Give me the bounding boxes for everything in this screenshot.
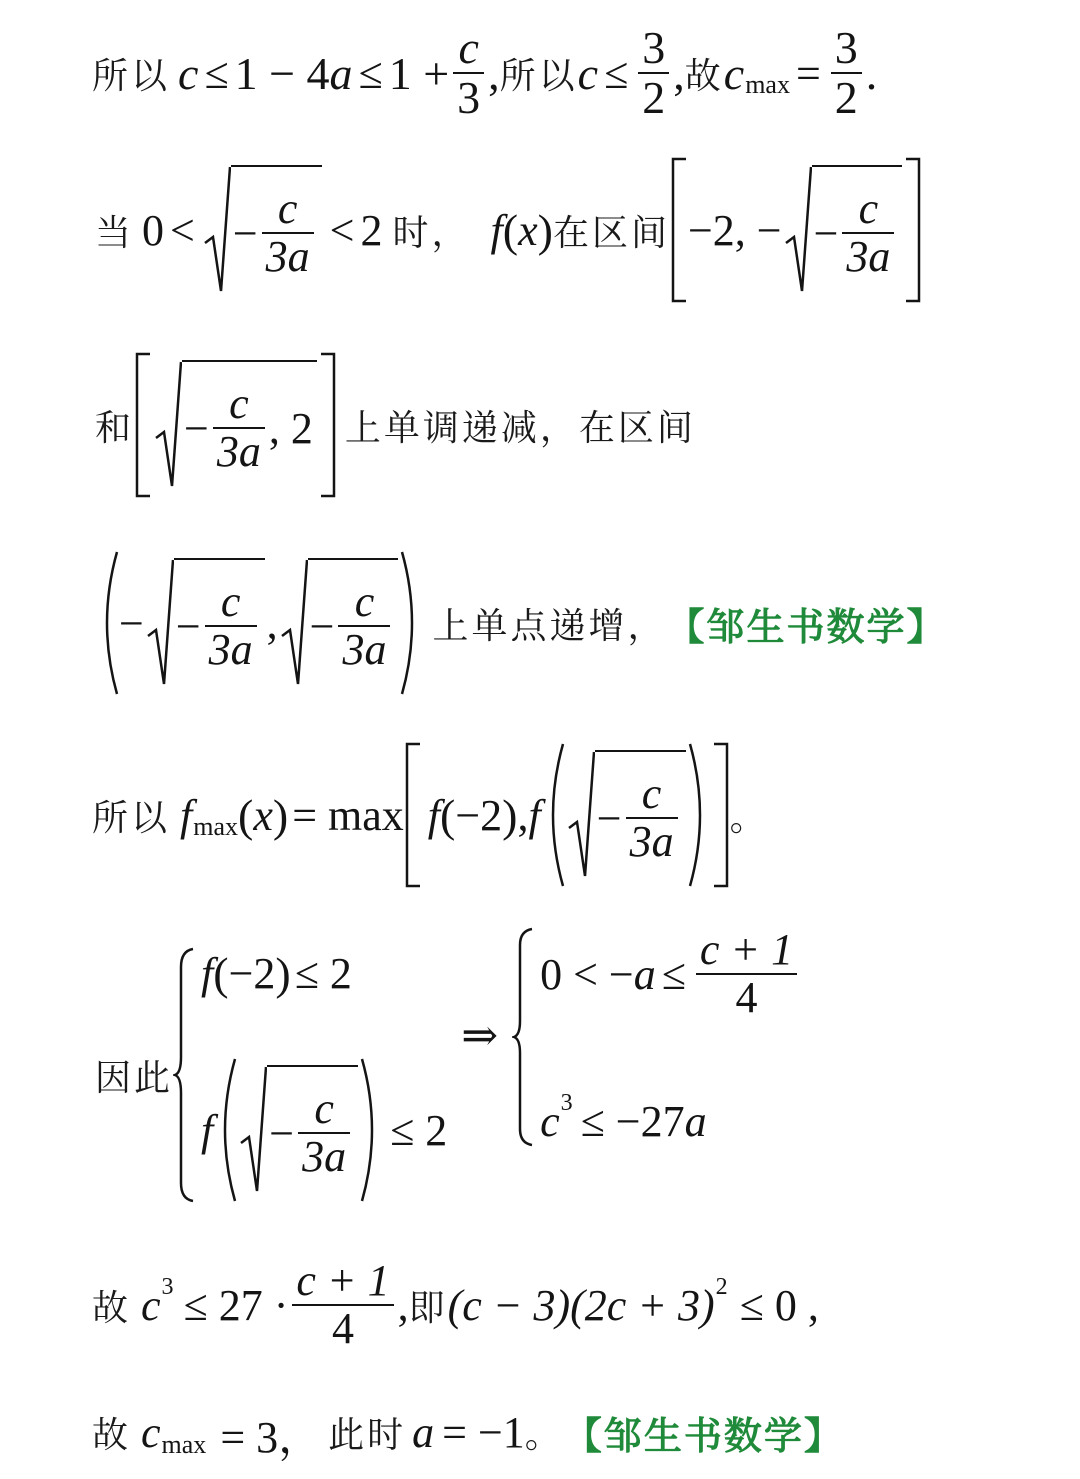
less-than-symbol: < [170,205,195,255]
minus-sign: − [184,403,209,453]
function-f: f [427,790,441,840]
radicand [308,558,399,688]
left-paren-large [95,550,119,696]
line-4 [95,548,947,698]
argument-neg-2: −2 [228,949,276,998]
system-rows [195,947,447,1203]
left-paren-large [213,1057,237,1203]
fraction-numerator: c [314,1083,334,1133]
inequality-head: 0 < − [540,949,634,999]
var-a: a [329,47,353,99]
text-suoyi: 所以 [92,797,171,839]
fraction-c-over-3 [453,21,484,123]
full-stop: 。 [729,797,769,839]
leq-symbol: ≤ [204,48,229,98]
function-f: f [180,790,193,840]
var-c-max: c [723,47,745,99]
text-gu: 故 [92,1415,132,1456]
var-c: c [577,47,599,99]
fraction-numerator: c [458,21,479,73]
sqrt-neg-c-over-3a [154,360,317,490]
minus-sign: − [813,208,839,258]
line-5 [92,740,769,890]
subscript-max: max [193,812,239,841]
full-stop: 。 [524,1415,564,1456]
fraction-numerator: c + 1 [296,1255,390,1305]
interval-right-endpoint: , 2 [268,403,313,453]
left-square-bracket [670,157,688,303]
expr-1-minus-4: 1 − 4 [234,47,330,99]
radical-sign [567,750,595,880]
equals-max: = max [292,790,404,840]
var-x: x [518,205,538,255]
left-curly-brace [173,947,195,1203]
number-zero: 0 [142,205,165,255]
line-6 [95,925,801,1205]
interval-left-endpoint: −2, − [687,205,782,255]
superscript-2: 2 [715,1273,728,1300]
leq-2: ≤ 2 [390,1105,448,1155]
less-than-symbol: < [329,205,355,255]
fraction-numerator: 3 [834,21,858,73]
var-c: c [540,1097,560,1146]
fraction-numerator: c [229,378,249,428]
fraction-denominator: 3a [342,625,387,674]
fraction-numerator: c [858,183,879,233]
inequality-tail: ≤ −27 [580,1097,685,1146]
fraction-denominator: 2 [642,72,666,123]
radical-sign [280,558,308,688]
fraction-c-over-3a [338,576,390,674]
fraction-denominator: 4 [735,973,758,1023]
right-square-bracket [904,157,922,303]
var-a: a [412,1408,435,1457]
var-a: a [633,949,656,999]
fraction-3-over-2 [831,21,862,123]
leq-symbol: ≤ [604,48,629,98]
function-f: f [201,949,214,998]
radical-sign [784,165,812,295]
right-paren-large [360,1057,384,1203]
fraction-c-plus-1-over-4 [696,927,797,1021]
system-left [173,947,447,1203]
sqrt-neg-c-over-3a [784,165,903,295]
right-paren-large [688,742,712,888]
radical-sign [239,1065,267,1195]
paren-close: ) [275,948,291,999]
paren-close: ) [502,789,518,841]
function-f: f [528,790,541,840]
fraction-denominator: 3a [216,427,261,476]
subscript-max: max [745,70,790,99]
minus-sign: − [309,601,335,651]
radicand [231,165,322,295]
right-paren-large [400,550,424,696]
paren-close: ) [272,789,289,841]
line-2 [95,155,922,305]
var-c: c [178,47,199,99]
fraction-c-over-3a [842,183,894,281]
fraction-denominator: 3a [208,625,253,674]
paren-open: ( [440,789,456,841]
leq-symbol: ≤ [661,949,686,999]
minus-sign: − [596,793,622,843]
minus-sign: − [119,598,144,648]
radicand [267,1065,358,1195]
leq-symbol: ≤ [358,48,383,98]
text-he: 和 [95,407,135,449]
radicand [595,750,686,880]
right-square-bracket [712,742,730,888]
radical-sign [146,558,174,688]
function-f: f [490,205,503,255]
fraction-numerator: c [220,576,241,626]
fraction-c-over-3a [626,768,678,866]
text-monotone-decreasing: 上单调递减，在区间 [344,407,696,449]
left-paren-large [541,742,565,888]
comma: , [517,790,529,840]
minus-sign: − [175,601,201,651]
system-row-2 [201,1057,447,1203]
fraction-denominator: 3 [457,72,481,123]
number-two: 2 [360,205,383,255]
paren-close: ) [537,204,553,256]
comma: , [397,1280,409,1330]
paren-open: ( [502,204,519,256]
function-f: f [201,1105,214,1155]
system-right [512,927,801,1147]
sqrt-neg-c-over-3a [203,165,322,295]
fraction-denominator: 3a [846,232,891,281]
fraction-c-over-3a [298,1083,350,1181]
line-8 [92,1395,844,1470]
fraction-c-over-3a [213,378,265,476]
system-row-1 [201,947,447,1000]
var-c: c [141,1280,161,1330]
line-1 [92,18,877,128]
minus-sign: − [269,1108,295,1158]
fraction-denominator: 3a [629,817,674,866]
fraction-3-over-2 [638,21,669,123]
sqrt-neg-c-over-3a [280,558,399,688]
fraction-c-plus-1-over-4 [292,1255,393,1353]
system-rows [534,927,801,1147]
fraction-numerator: c [277,183,298,233]
line-3 [95,350,696,500]
leq-zero: ≤ 0 , [739,1280,819,1330]
period: . [865,47,878,99]
sqrt-neg-c-over-3a [146,558,265,688]
text-cishi: 此时 [328,1415,407,1456]
expr-1-plus: 1 + [388,47,450,99]
factored-expression: (c − 3)(2c + 3) [447,1280,715,1330]
fraction-denominator: 3a [265,232,310,281]
text-gu: 故 [92,1287,132,1329]
fraction-denominator: 2 [834,72,858,123]
leq-27-dot: ≤ 27 · [183,1280,289,1330]
text-zai-qujian: 在区间 [552,212,670,254]
fraction-numerator: c [641,768,662,818]
radicand [812,165,903,295]
comma: , [488,47,500,99]
fraction-denominator: 3a [302,1132,347,1181]
subscript-max: max [161,1429,207,1459]
sqrt-neg-c-over-3a [239,1065,358,1195]
comma: , [266,598,278,648]
comma: , [673,47,685,99]
text-suoyi: 所以 [92,55,171,97]
fraction-numerator: 3 [642,21,666,73]
sqrt-neg-c-over-3a [567,750,686,880]
system-row-2 [540,1090,801,1147]
paren-open: ( [213,948,229,999]
paren-open: ( [238,789,254,841]
radical-sign [154,360,182,490]
brand-watermark-text: 【邹生书数学】 [563,1414,844,1458]
text-monotone-increasing: 上单点递增， [432,605,667,647]
equals-symbol: = [795,48,821,98]
text-ji: 即 [408,1287,448,1329]
var-a: a [684,1097,707,1146]
line-7 [92,1245,819,1365]
left-square-bracket [134,352,152,498]
fraction-numerator: c + 1 [699,925,794,974]
fraction-numerator: c [354,576,375,626]
minus-sign: − [232,208,258,258]
radicand [174,558,265,688]
text-shi: 时， [392,212,471,254]
left-square-bracket [404,742,422,888]
var-c-max: c [141,1408,161,1457]
text-dang: 当 [95,212,135,254]
equals-neg-1: = −1 [442,1408,525,1457]
fraction-c-over-3a [205,576,257,674]
text-suoyi-2: 所以 [499,55,578,97]
argument-neg-2: −2 [455,790,503,840]
left-curly-brace [512,927,534,1147]
leq-2: ≤ 2 [294,949,352,998]
implies-arrow: ⇒ [461,1010,499,1060]
fraction-denominator: 4 [331,1304,354,1353]
equals-3: = 3， [220,1412,323,1462]
right-square-bracket [319,352,337,498]
var-x: x [253,790,273,840]
superscript-3: 3 [560,1090,573,1116]
radical-sign [203,165,231,295]
fraction-c-over-3a [262,183,314,281]
brand-watermark-text: 【邹生书数学】 [666,604,947,649]
superscript-3: 3 [161,1273,174,1300]
text-yinci: 因此 [95,1057,174,1099]
radicand [182,360,317,490]
system-row-1 [540,927,801,1021]
text-gu: 故 [684,55,724,97]
